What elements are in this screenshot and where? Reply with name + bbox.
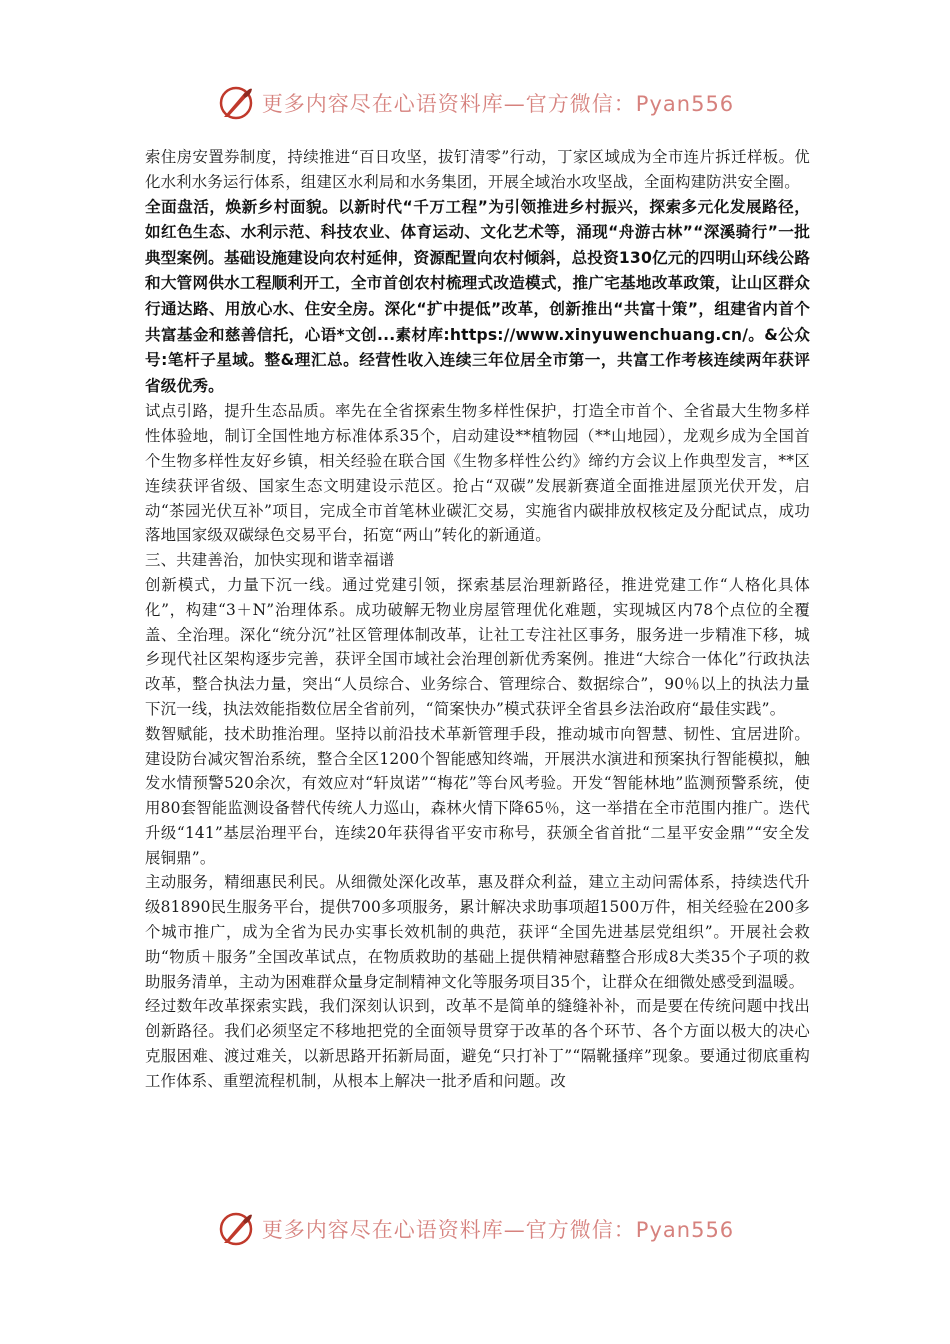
- watermark-text: 更多内容尽在心语资料库—官方微信：Pyan556: [261, 92, 735, 116]
- paragraph-public-service: 主动服务，精细惠民利民。从细微处深化改革，惠及群众利益，建立主动问需体系，持续迭代升级81890民生服务平台，提供700多项服务，累计解决求助事项超1500万件，相关经验在200多个城市推广，成为全省为民办实事长效机制的典范，获评“全国先进基层党组织”。开展社会救助“物质＋服务”全国改革试点，在物质救助的基础上提供精神慰藉整合形成8大类35个子项的救助服务清单，主动为困难群众量身定制精神文化等服务项目35个，让群众在细微处感受到温暖。: [145, 873, 810, 991]
- quill-logo-icon: [216, 83, 256, 123]
- watermark-text: 更多内容尽在心语资料库—官方微信：Pyan556: [261, 1218, 735, 1242]
- quill-logo-icon: [216, 1209, 256, 1249]
- section-heading-governance: 三、共建善治，加快实现和谐幸福谱: [145, 551, 395, 570]
- paragraph-digital-governance: 数智赋能，技术助推治理。坚持以前沿技术革新管理手段，推动城市向智慧、韧性、宜居进阶。建设防台减灾智治系统，整合全区1200个智能感知终端，开展洪水演进和预案执行智能模拟，触发水情预警520余次，有效应对“轩岚诺”“梅花”等台风考验。开发“智能林地”监测预警系统，使用80套智能监测设备替代传统人力巡山，森林火情下降65％，这一举措在全市范围内推广。迭代升级“141”基层治理平台，连续20年获得省平安市称号，获颁全省首批“二星平安金鼎”“安全发展铜鼎”。: [145, 724, 810, 867]
- paragraph-ecology: 试点引路，提升生态品质。率先在全省探索生物多样性保护，打造全市首个、全省最大生物多样性体验地，制订全国性地方标准体系35个，启动建设**植物园（**山地园），龙观乡成为全国首个生物多样性友好乡镇，相关经验在联合国《生物多样性公约》缔约方会议上作典型发言，**区连续获评省级、国家生态文明建设示范区。抢占“双碳”发展新赛道全面推进屋顶光伏开发，启动“茶园光伏互补”项目，完成全市首笔林业碳汇交易，实施省内碳排放权核定及分配试点，成功落地国家级双碳绿色交易平台，拓宽“两山”转化的新通道。: [145, 402, 810, 545]
- paragraph-housing: 索住房安置券制度，持续推进“百日攻坚，拔钉清零”行动，丁家区域成为全市连片拆迁样板。优化水利水务运行体系，组建区水利局和水务集团，开展全域治水攻坚战，全面构建防洪安全圈。: [145, 148, 810, 191]
- paragraph-rural-revitalization: 全面盘活，焕新乡村面貌。以新时代“千万工程”为引领推进乡村振兴，探索多元化发展路径，如红色生态、水利示范、科技农业、体育运动、文化艺术等，涌现“舟游古林”“深溪骑行”一批典型案例。基础设施建设向农村延伸，资源配置向农村倾斜，总投资130亿元的四明山环线公路和大管网供水工程顺利开工，全市首创农村梳理式改造模式，推广宅基地改革政策，让山区群众行通达路、用放心水、住安全房。深化“扩中提低”改革，创新推出“共富十策”，组建省内首个共富基金和慈善信托，心语*文创...素材库:https://www.xinyuwenchuang.cn/。&公众号:笔杆子星域。整&理汇总。经营性收入连续三年位居全市第一，共富工作考核连续两年获评省级优秀。: [145, 197, 810, 395]
- watermark-header: [0, 80, 950, 126]
- watermark-footer: [0, 1206, 950, 1252]
- paragraph-grassroots-model: 创新模式，力量下沉一线。通过党建引领，探索基层治理新路径，推进党建工作“人格化具体化”，构建“3＋N”治理体系。成功破解无物业房屋管理优化难题，实现城区内78个点位的全覆盖、全治理。深化“统分沉”社区管理体制改革，让社工专注社区事务，服务进一步精准下移，城乡现代社区架构逐步完善，获评全国市域社会治理创新优秀案例。推进“大综合一体化”行政执法改革，整合执法力量，突出“人员综合、业务综合、管理综合、数据综合”，90％以上的执法力量下沉一线，执法效能指数位居全省前列，“简案快办”模式获评全省县乡法治政府“最佳实践”。: [145, 575, 810, 718]
- paragraph-reform-summary: 经过数年改革探索实践，我们深刻认识到，改革不是简单的缝缝补补，而是要在传统问题中找出创新路径。我们必须坚定不移地把党的全面领导贯穿于改革的各个环节、各个方面以极大的决心克服困难、渡过难关，以新思路开拓新局面，避免“只打补丁”“隔靴搔痒”现象。要通过彻底重构工作体系、重塑流程机制，从根本上解决一批矛盾和问题。改: [145, 997, 810, 1090]
- document-body: [145, 145, 810, 1094]
